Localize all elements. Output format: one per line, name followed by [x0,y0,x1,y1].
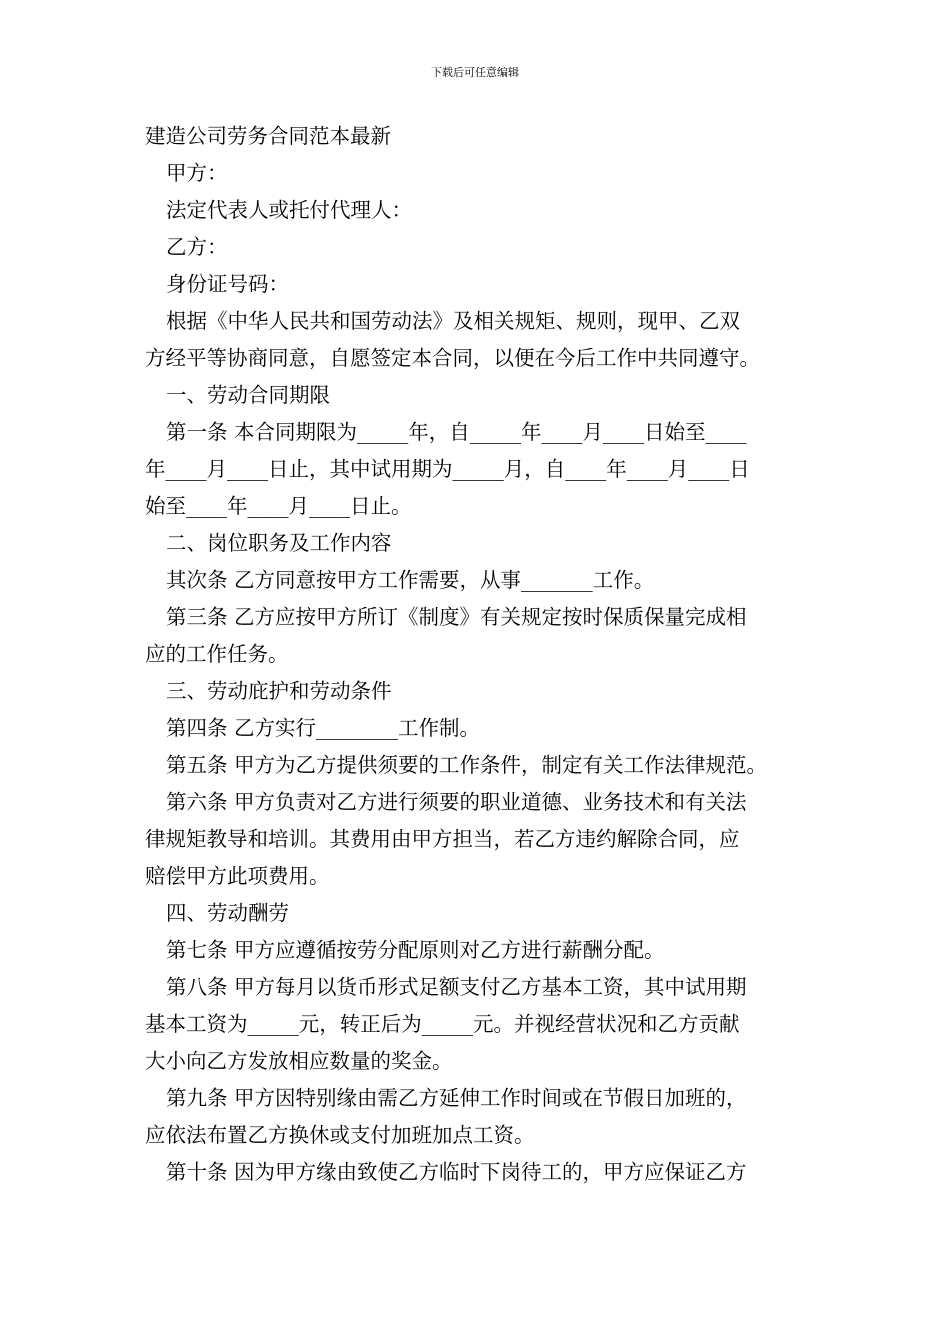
document-line: 大小向乙方发放相应数量的奖金。 [145,1049,453,1073]
page-header-note: 下载后可任意编辑 [431,66,519,79]
document-line: 二、岗位职务及工作内容 [166,531,392,555]
document-line: 第四条 乙方实行________工作制。 [166,716,481,740]
document-line: 应依法布置乙方换休或支付加班加点工资。 [145,1123,535,1147]
document-line: 法定代表人或托付代理人： [166,198,412,222]
document-line: 第八条 甲方每月以货币形式足额支付乙方基本工资，其中试用期 [166,975,747,999]
document-body [145,118,810,1191]
document-line: 应的工作任务。 [145,642,289,666]
document-line: 根据《中华人民共和国劳动法》及相关规矩、规则，现甲、乙双 [166,309,740,333]
document-line: 基本工资为_____元，转正后为_____元。并视经营状况和乙方贡献 [145,1012,740,1036]
document-line: 第三条 乙方应按甲方所订《制度》有关规定按时保质保量完成相 [166,605,747,629]
document-line: 其次条 乙方同意按甲方工作需要，从事_______工作。 [166,568,655,592]
document-line: 第五条 甲方为乙方提供须要的工作条件，制定有关工作法律规范。 [166,753,768,777]
document-line: 第九条 甲方因特别缘由需乙方延伸工作时间或在节假日加班的， [166,1086,747,1110]
document-line: 方经平等协商同意，自愿签定本合同，以便在今后工作中共同遵守。 [145,346,760,370]
document-line: 第一条 本合同期限为_____年，自_____年____月____日始至____ [166,420,747,444]
document-line: 第十条 因为甲方缘由致使乙方临时下岗待工的，甲方应保证乙方 [166,1160,747,1184]
document-line: 年____月____日止，其中试用期为_____月，自____年____月____日 [145,457,750,481]
document-line: 律规矩教导和培训。其费用由甲方担当，若乙方违约解除合同，应 [145,827,740,851]
document-line: 第六条 甲方负责对乙方进行须要的职业道德、业务技术和有关法 [166,790,747,814]
document-lines [145,155,810,1191]
document-line: 始至____年____月____日止。 [145,494,412,518]
document-line: 赔偿甲方此项费用。 [145,864,330,888]
document-line: 乙方： [166,235,228,259]
document-line: 第七条 甲方应遵循按劳分配原则对乙方进行薪酬分配。 [166,938,665,962]
document-line: 甲方： [166,161,228,185]
document-line: 三、劳动庇护和劳动条件 [166,679,392,703]
document-line: 四、劳动酬劳 [166,901,289,925]
document-line: 身份证号码： [166,272,289,296]
document-line: 一、劳动合同期限 [166,383,330,407]
document-title: 建造公司劳务合同范本最新 [145,124,391,148]
